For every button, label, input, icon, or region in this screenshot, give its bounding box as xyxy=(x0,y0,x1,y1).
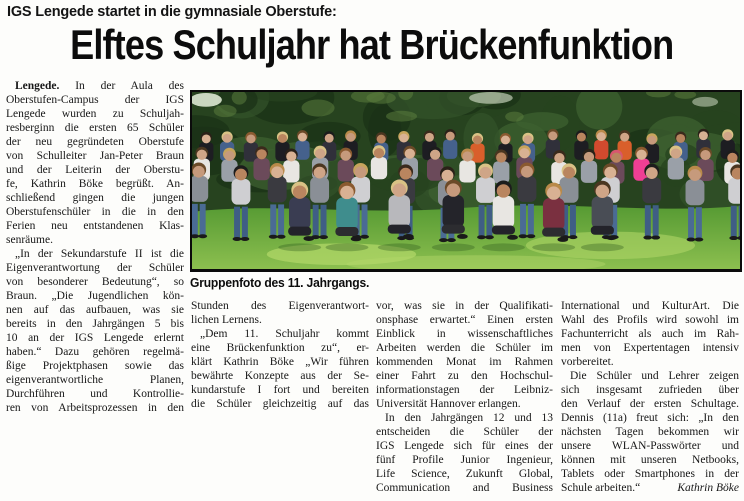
body-column-4 xyxy=(561,299,739,495)
text-line: und der Leiterin der Oberstu- xyxy=(6,164,184,176)
text-line: von Schulleiter Jan-Peter Braun xyxy=(6,150,184,162)
text-line: ßige Projektphasen sowie das xyxy=(6,360,184,372)
text-line: In den Jahrgängen 12 und 13 xyxy=(385,412,553,424)
text-line: IGS Lengede sich für eines der xyxy=(376,440,553,452)
text-line: Eigenverantwortung der Schüler xyxy=(6,262,184,274)
text-line: vorbereitet. xyxy=(561,356,614,368)
text-line: International und KulturArt. Die xyxy=(561,300,739,312)
text-line: kundarstufe I fort und bereiten xyxy=(191,384,369,396)
body-column-1 xyxy=(6,79,184,415)
text-line: kommenden Monat im Rahmen xyxy=(376,356,553,368)
text-line: Braun. „Die Jugendlichen kön- xyxy=(6,290,184,302)
text-line: Lengede wurden zu Schuljah- xyxy=(6,108,184,120)
text-line: „Dem 11. Schuljahr kommt xyxy=(200,328,369,340)
text-line: haben.“ Dazu gehören regelmä- xyxy=(6,346,184,358)
group-photo xyxy=(190,90,742,272)
text-line: entscheiden die Schüler der xyxy=(376,426,553,438)
text-line: den Verlauf der ersten Schultage. xyxy=(561,398,739,410)
text-line: die Schüler gleichzeitig auf das xyxy=(191,398,369,410)
text-line: Stunden des Eigenverantwort- xyxy=(191,300,369,312)
closing-quote-text: Schule arbeiten.“ xyxy=(561,482,641,494)
text-line: Einblick in wissenschaftliches xyxy=(376,328,553,340)
text-line: von besonderer Bedeutung“, so xyxy=(6,276,184,288)
text-line: schließend gingen die jungen xyxy=(6,192,184,204)
text-line: Tablets oder Smartphones in der xyxy=(561,468,739,480)
body-column-3 xyxy=(376,299,553,495)
text-line: nächsten Tagen bekommen wir xyxy=(561,426,739,438)
kicker: IGS Lengede startet in die gymnasiale Oberstufe: xyxy=(7,4,337,20)
text-line: bewährte Konzepte aus der Se- xyxy=(191,370,369,382)
photo-caption: Gruppenfoto des 11. Jahrgangs. xyxy=(190,275,370,290)
text-line: men von Expertentagen intensiv xyxy=(561,342,739,354)
text-line: Ferien neu entstandenen Klas- xyxy=(6,220,184,232)
text-line xyxy=(561,481,739,495)
text-line: Arbeiten werden die Schüler im xyxy=(376,342,553,354)
text-line: Dennis (11a) freut sich: „In den xyxy=(561,412,739,424)
byline: Kathrin Böke xyxy=(677,482,739,494)
text-line: „In der Sekundarstufe II ist die xyxy=(15,248,184,260)
dateline: Lengede. xyxy=(15,80,60,92)
text-line: vor, was sie in der Qualifikati- xyxy=(376,300,553,312)
text-line: der neu gegründeten Oberstufe xyxy=(6,136,184,148)
text-line: unsere WLAN-Passwörter und xyxy=(561,440,739,452)
group-photo-illustration xyxy=(192,92,740,269)
text-line: senräume. xyxy=(6,234,53,246)
text-line: Fachunterricht als auch im Rah- xyxy=(561,328,739,340)
text-line: Lengede. In der Aula des xyxy=(15,80,184,92)
text-line: resberginn die ersten 65 Schüler xyxy=(6,122,184,134)
text-line: Oberstufenschüler in die in den xyxy=(6,206,184,218)
text-line: sich insgesamt zufrieden über xyxy=(561,384,739,396)
text-line: bereits in den Jahrgängen 5 bis xyxy=(6,318,184,330)
text-line: 10 an der IGS Lengede erlernt xyxy=(6,332,184,344)
text-line: eine Brückenfunktion zu“, er- xyxy=(191,342,369,354)
text-line: nen auf das aufbauen, was sie xyxy=(6,304,184,316)
text-line: Life Science, Zukunft Global, xyxy=(376,468,553,480)
headline: Elftes Schuljahr hat Brückenfunktion xyxy=(70,21,674,68)
text-line: Oberstufen-Campus der IGS xyxy=(6,94,184,106)
text-line: Wahl des Profils wird sowohl im xyxy=(561,314,739,326)
text-line: fünf Profile Junior Ingenieur, xyxy=(376,454,553,466)
text-line: lichen Lernens. xyxy=(191,314,262,326)
text-line: ren von Arbeitsprozessen in den xyxy=(6,402,184,414)
text-line: Die Schüler und Lehrer zeigen xyxy=(570,370,739,382)
text-line: können mit unseren Netbooks, xyxy=(561,454,739,466)
text-line: onsphase erwartet.“ Einen ersten xyxy=(376,314,553,326)
text-line: Universität Hannover erlangen. xyxy=(376,398,521,410)
headline-row xyxy=(0,22,744,68)
text-line: Durchführen und Kontrollie- xyxy=(6,388,184,400)
text-line: klärt Kathrin Böke „Wir führen xyxy=(191,356,369,368)
text-line: informationstagen der Leibniz- xyxy=(376,384,553,396)
text-line: eigenverantwortliche Planen, xyxy=(6,374,184,386)
text-line: Communication and Business xyxy=(376,482,553,494)
body-column-2 xyxy=(191,299,369,411)
text-line: einer Fahrt zu den Hochschul- xyxy=(376,370,553,382)
text-line: fe, Kathrin Böke begrüßt. An- xyxy=(6,178,184,190)
